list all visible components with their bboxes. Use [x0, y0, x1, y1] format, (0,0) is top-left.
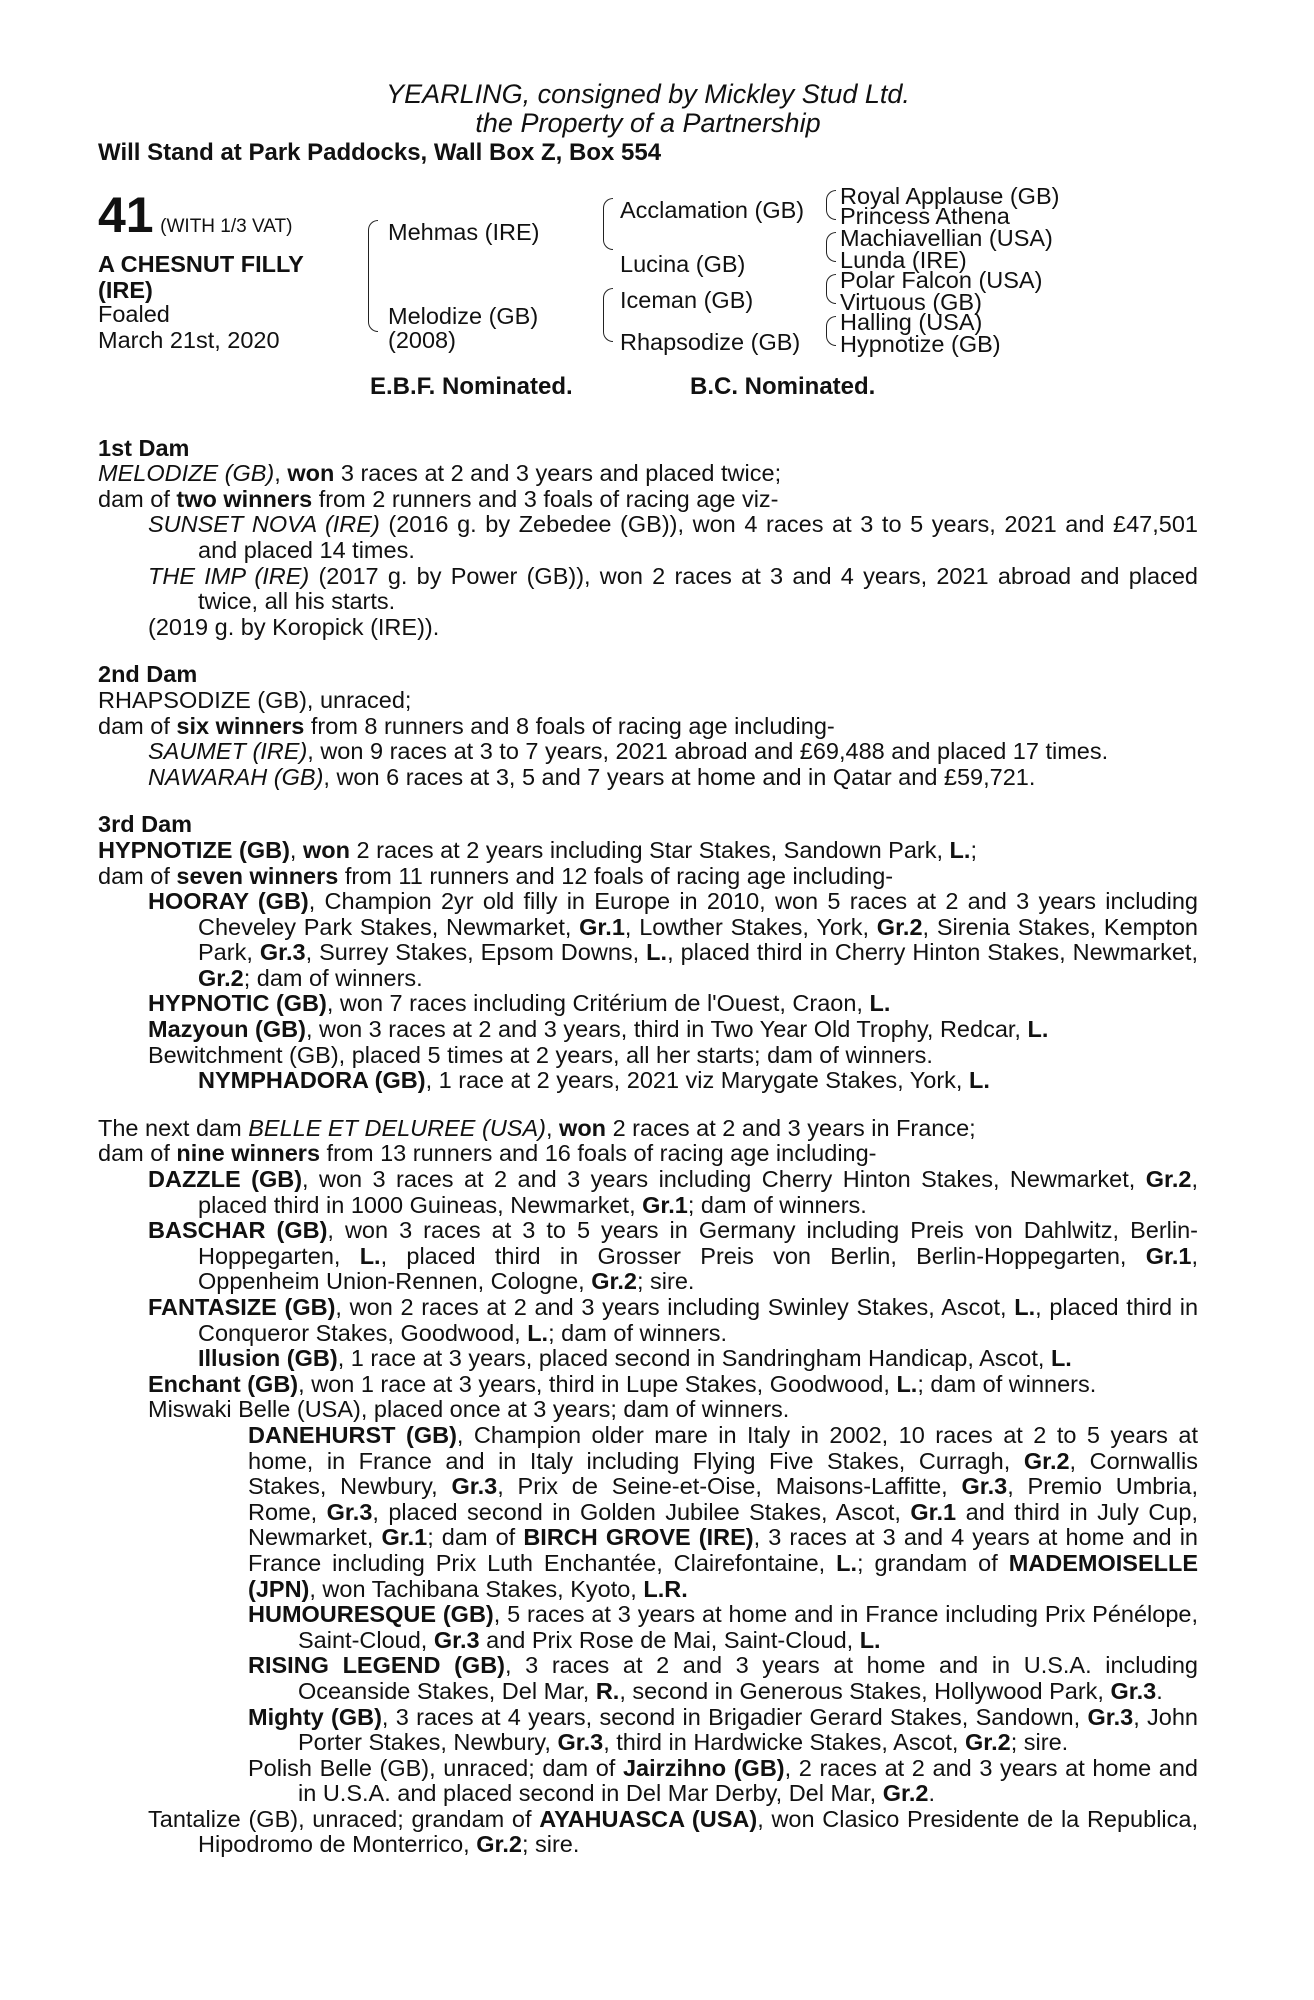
sire-parents-brace: [603, 198, 613, 250]
second-dam-heading: 2nd Dam: [98, 661, 198, 688]
produce-entry: Polish Belle (GB), unraced; dam of Jairzihno (GB), 2 races at 2 and 3 years at home and in U.S.A. and placed second in Del Mar Derby, Del Mar, Gr.2.: [248, 1754, 1198, 1807]
next-dam-section: [98, 1116, 1198, 1858]
grandsire-3: Polar Falcon (USA): [840, 266, 1043, 293]
produce-entry: (2019 g. by Koropick (IRE)).: [148, 613, 440, 640]
lot-description: A CHESNUT FILLY: [98, 250, 304, 277]
produce-entry: Miswaki Belle (USA), placed once at 3 years; dam of winners.: [148, 1396, 790, 1423]
header-line-2: the Property of a Partnership: [475, 108, 821, 138]
granddam-3: Virtuous (GB): [840, 288, 982, 315]
produce-entry: FANTASIZE (GB), won 2 races at 2 and 3 years including Swinley Stakes, Ascot, L., placed third in Conqueror Stakes, Goodwood, L.; dam of winners.: [148, 1294, 1199, 1346]
produce-entry: Bewitchment (GB), placed 5 times at 2 years, all her starts; dam of winners.: [148, 1041, 933, 1068]
sire-name: Mehmas (IRE): [388, 218, 540, 245]
next-dam-line: The next dam BELLE ET DELUREE (USA), won 2 races at 2 and 3 years in France;: [98, 1114, 976, 1141]
third-dam-heading: 3rd Dam: [98, 811, 193, 838]
dam-name: Melodize (GB): [388, 302, 539, 329]
produce-entry: THE IMP (IRE) (2017 g. by Power (GB)), won 2 races at 3 and 4 years, 2021 abroad and placed twice, all his starts.: [148, 562, 1198, 615]
produce-entry: Mazyoun (GB), won 3 races at 2 and 3 years, third in Two Year Old Trophy, Redcar, L.: [148, 1016, 1049, 1043]
vat-note: (WITH 1/3 VAT): [160, 215, 293, 237]
produce-entry: DANEHURST (GB), Champion older mare in Italy in 2002, 10 races at 2 to 5 years at home, in France and in Italy including Flying Five Stakes, Curragh, Gr.2, Cornwallis Stakes, Newbury, Gr.3, Prix de Seine-et-Oise, Maisons-Laffitte, Gr.3, Premio Umbria, Rome, Gr.3, placed second in Golden Jubilee Stakes, Ascot, Gr.1 and third in July Cup, Newmarket, Gr.1; dam of BIRCH GROVE (IRE), 3 races at 3 and 4 years at home and in France including Prix Luth Enchantée, Clairefontaine, L.; grandam of MADEMOISELLE (JPN), won Tachibana Stakes, Kyoto, L.R.: [248, 1421, 1199, 1602]
next-dam-produce-line: dam of nine winners from 13 runners and 16 foals of racing age including-: [98, 1140, 877, 1167]
foaled-label: Foaled: [98, 300, 170, 327]
granddam-2: Lunda (IRE): [840, 246, 967, 273]
sire-dam-brace: [368, 220, 378, 332]
produce-entry: NAWARAH (GB), won 6 races at 3, 5 and 7 years at home and in Qatar and £59,721.: [148, 763, 1036, 790]
gp-brace-3: [826, 274, 836, 304]
produce-entry: Tantalize (GB), unraced; grandam of AYAHUASCA (USA), won Clasico Presidente de la Republica, Hipodromo de Monterrico, Gr.2; sire.: [148, 1805, 1198, 1858]
third-dam-line: HYPNOTIZE (GB), won 2 races at 2 years including Star Stakes, Sandown Park, L.;: [98, 836, 977, 863]
lot-number-block: [98, 186, 293, 243]
grandsire-2: Machiavellian (USA): [840, 224, 1053, 251]
produce-entry: DAZZLE (GB), won 3 races at 2 and 3 years including Cherry Hinton Stakes, Newmarket, Gr.2, placed third in 1000 Guineas, Newmarket, Gr.1; dam of winners.: [148, 1166, 1198, 1218]
first-dam-heading: 1st Dam: [98, 434, 190, 461]
lot-number: 41: [98, 186, 154, 243]
dam-year: (2008): [388, 326, 456, 353]
granddam-1: Princess Athena: [840, 202, 1010, 229]
dam-parents-brace: [603, 288, 613, 342]
produce-entry: RISING LEGEND (GB), 3 races at 2 and 3 years at home and in U.S.A. including Oceanside Stakes, Del Mar, R., second in Generous Stakes, Hollywood Park, Gr.3.: [248, 1652, 1199, 1704]
sire-dam: Lucina (GB): [620, 250, 746, 277]
produce-entry: SAUMET (IRE), won 9 races at 3 to 7 years, 2021 abroad and £69,488 and placed 17 times.: [148, 738, 1109, 765]
dam-dam: Rhapsodize (GB): [620, 328, 801, 355]
produce-entry: NYMPHADORA (GB), 1 race at 2 years, 2021 viz Marygate Stakes, York, L.: [198, 1067, 990, 1094]
dam-sire: Iceman (GB): [620, 286, 754, 313]
second-dam-produce-line: dam of six winners from 8 runners and 8 foals of racing age including-: [98, 712, 835, 739]
second-dam-section: [98, 662, 1198, 790]
produce-entry: Enchant (GB), won 1 race at 3 years, third in Lupe Stakes, Goodwood, L.; dam of winners.: [148, 1370, 1097, 1397]
catalogue-page: [98, 80, 1198, 1858]
first-dam-line: MELODIZE (GB), won 3 races at 2 and 3 years and placed twice;: [98, 460, 782, 487]
stand-location: Will Stand at Park Paddocks, Wall Box Z, Box 554: [98, 139, 662, 166]
third-dam-produce-line: dam of seven winners from 11 runners and 12 foals of racing age including-: [98, 862, 894, 889]
produce-entry: BASCHAR (GB), won 3 races at 3 to 5 years in Germany including Preis von Dahlwitz, Berlin-Hoppegarten, L., placed third in Grosser Preis von Berlin, Berlin-Hoppegarten, Gr.1, Oppenheim Union-Rennen, Cologne, Gr.2; sire.: [148, 1217, 1198, 1295]
sire-sire: Acclamation (GB): [620, 196, 805, 223]
gp-brace-2: [826, 232, 836, 262]
produce-entry: SUNSET NOVA (IRE) (2016 g. by Zebedee (GB)), won 4 races at 3 to 5 years, 2021 and £47,501 and placed 14 times.: [148, 511, 1198, 563]
granddam-4: Hypnotize (GB): [840, 330, 1001, 357]
grandsire-4: Halling (USA): [840, 308, 983, 335]
produce-entry: Illusion (GB), 1 race at 3 years, placed second in Sandringham Handicap, Ascot, L.: [198, 1345, 1072, 1372]
second-dam-line: RHAPSODIZE (GB), unraced;: [98, 686, 412, 713]
bc-nomination: B.C. Nominated.: [690, 372, 876, 400]
lot-origin: (IRE): [98, 276, 153, 303]
first-dam-section: [98, 436, 1198, 641]
foaled-date: March 21st, 2020: [98, 326, 280, 353]
first-dam-produce-line: dam of two winners from 2 runners and 3 foals of racing age viz-: [98, 485, 779, 512]
gp-brace-1: [826, 190, 836, 220]
gp-brace-4: [826, 316, 836, 346]
produce-entry: HOORAY (GB), Champion 2yr old filly in Europe in 2010, won 5 races at 2 and 3 years including Cheveley Park Stakes, Newmarket, Gr.1, Lowther Stakes, York, Gr.2, Sirenia Stakes, Kempton Park, Gr.3, Surrey Stakes, Epsom Downs, L., placed third in Cherry Hinton Stakes, Newmarket, Gr.2; dam of winners.: [148, 888, 1198, 991]
produce-entry: HYPNOTIC (GB), won 7 races including Critérium de l'Ouest, Craon, L.: [148, 990, 891, 1017]
produce-entry: HUMOURESQUE (GB), 5 races at 3 years at home and in France including Prix Pénélope, Saint-Cloud, Gr.3 and Prix Rose de Mai, Saint-Cloud, L.: [248, 1601, 1198, 1653]
pedigree-table: [98, 182, 1198, 420]
produce-entry: Mighty (GB), 3 races at 4 years, second in Brigadier Gerard Stakes, Sandown, Gr.3, John Porter Stakes, Newbury, Gr.3, third in Hardwicke Stakes, Ascot, Gr.2; sire.: [248, 1703, 1198, 1756]
grandsire-1: Royal Applause (GB): [840, 182, 1060, 209]
header-line-1: YEARLING, consigned by Mickley Stud Ltd.: [386, 79, 910, 109]
third-dam-section: [98, 812, 1198, 1094]
ebf-nomination: E.B.F. Nominated.: [370, 372, 573, 400]
